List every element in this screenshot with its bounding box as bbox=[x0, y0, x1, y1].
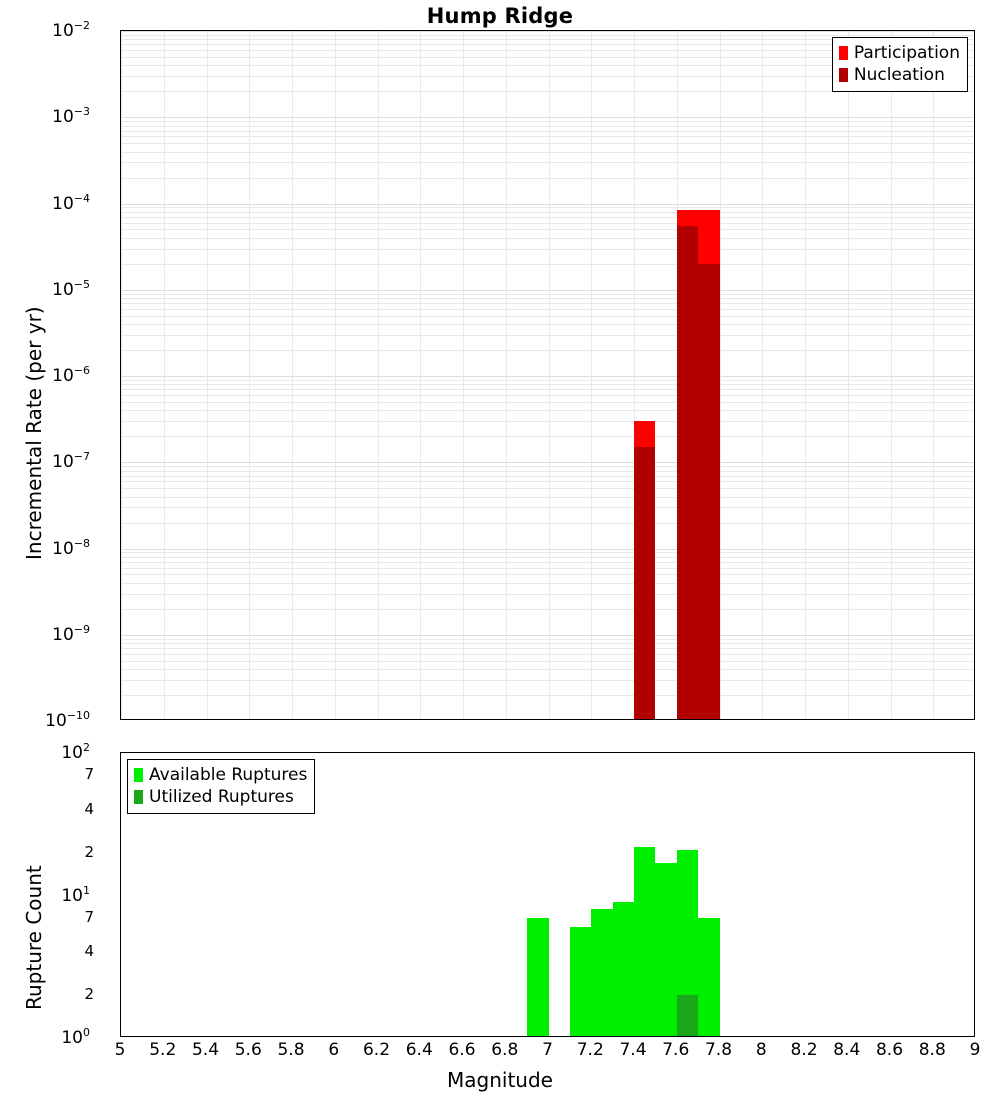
y-tick-minor-label: 2 bbox=[84, 842, 94, 861]
x-tick-label: 5 bbox=[114, 1040, 126, 1060]
gridline-vertical bbox=[335, 31, 336, 719]
gridline-vertical bbox=[207, 31, 208, 719]
gridline-vertical bbox=[378, 31, 379, 719]
top-y-axis-label: Incremental Rate (per yr) bbox=[22, 306, 46, 560]
y-tick-label: $10^{-9}$ bbox=[52, 622, 90, 645]
gridline-vertical bbox=[891, 31, 892, 719]
x-tick-label: 5.6 bbox=[234, 1040, 262, 1060]
x-tick-label: 6.4 bbox=[405, 1040, 433, 1060]
legend-item-utilized-ruptures bbox=[134, 786, 307, 808]
legend-label-available-ruptures: Available Ruptures bbox=[149, 765, 308, 785]
bottom-legend bbox=[127, 759, 315, 814]
x-tick-label: 8.4 bbox=[833, 1040, 861, 1060]
x-tick-label: 6.2 bbox=[362, 1040, 391, 1060]
rupture-count-plot bbox=[120, 752, 975, 1037]
x-tick-label: 9 bbox=[969, 1040, 981, 1060]
utilized-ruptures-color-swatch bbox=[134, 790, 143, 804]
x-tick-label: 7.8 bbox=[704, 1040, 733, 1060]
bottom-y-axis-label: Rupture Count bbox=[22, 865, 46, 1010]
x-tick-label: 6.8 bbox=[491, 1040, 519, 1060]
x-tick-label: 7.6 bbox=[662, 1040, 690, 1060]
legend-item-participation bbox=[839, 42, 960, 64]
gridline-vertical bbox=[249, 31, 250, 719]
y-tick-label: $10^{-2}$ bbox=[52, 19, 90, 41]
y-tick-label: $10^{-4}$ bbox=[52, 191, 90, 214]
legend-label-nucleation: Nucleation bbox=[853, 65, 945, 85]
gridline-vertical bbox=[121, 31, 122, 719]
legend-item-available-ruptures bbox=[134, 764, 307, 786]
x-tick-label: 8 bbox=[755, 1040, 767, 1060]
gridline-vertical bbox=[762, 31, 763, 719]
incremental-rate-plot bbox=[120, 30, 975, 720]
gridline-vertical bbox=[506, 31, 507, 719]
top-y-ticks bbox=[0, 19, 112, 731]
x-tick-label: 8.8 bbox=[918, 1040, 946, 1060]
bar-avail bbox=[655, 863, 676, 1037]
bar-avail bbox=[698, 918, 719, 1037]
y-tick-minor-label: 4 bbox=[84, 942, 94, 961]
page-title: Hump Ridge bbox=[426, 4, 574, 28]
gridline-vertical bbox=[805, 31, 806, 719]
x-tick-label: 5.8 bbox=[277, 1040, 305, 1060]
x-axis-label: Magnitude bbox=[447, 1068, 553, 1092]
participation-color-swatch bbox=[839, 46, 848, 60]
y-tick-minor-label: 7 bbox=[84, 907, 94, 926]
top-legend bbox=[832, 37, 968, 92]
y-tick-label: $10^{-7}$ bbox=[52, 450, 90, 473]
gridline-vertical bbox=[164, 31, 165, 719]
y-tick-label: $10^2$ bbox=[61, 741, 90, 763]
gridline-vertical bbox=[591, 31, 592, 719]
gridline-vertical bbox=[420, 31, 421, 719]
y-tick-label: $10^0$ bbox=[61, 1026, 90, 1048]
bar-nuc bbox=[634, 447, 655, 720]
gridline-vertical bbox=[848, 31, 849, 719]
x-tick-label: 7.4 bbox=[619, 1040, 647, 1060]
legend-item-nucleation bbox=[839, 64, 960, 86]
bar-avail bbox=[613, 902, 634, 1037]
nucleation-color-swatch bbox=[839, 68, 848, 82]
bar-util bbox=[677, 995, 698, 1037]
y-tick-label: $10^{-6}$ bbox=[52, 364, 90, 386]
bar-avail bbox=[591, 909, 612, 1037]
bottom-y-ticks bbox=[0, 741, 112, 1048]
x-tick-label: 8.6 bbox=[875, 1040, 904, 1060]
x-tick-label: 5.2 bbox=[149, 1040, 177, 1060]
x-tick-label: 7.2 bbox=[576, 1040, 604, 1060]
x-tick-label: 6 bbox=[328, 1040, 340, 1060]
y-tick-minor-label: 7 bbox=[84, 765, 94, 784]
gridline-vertical bbox=[463, 31, 464, 719]
bar-avail bbox=[634, 847, 655, 1037]
gridline-vertical bbox=[933, 31, 934, 719]
y-tick-label: $10^1$ bbox=[61, 883, 90, 906]
y-tick-minor-label: 4 bbox=[84, 799, 94, 818]
legend-label-participation: Participation bbox=[853, 43, 960, 63]
y-tick-label: $10^{-3}$ bbox=[52, 105, 90, 128]
bar-avail bbox=[527, 918, 548, 1037]
x-tick-label: 7 bbox=[542, 1040, 553, 1060]
legend-label-utilized-ruptures: Utilized Ruptures bbox=[149, 787, 294, 807]
x-tick-label: 6.6 bbox=[448, 1040, 476, 1060]
gridline-vertical bbox=[292, 31, 293, 719]
y-tick-label: $10^{-8}$ bbox=[52, 536, 90, 559]
gridline-vertical bbox=[549, 31, 550, 719]
x-tick-label: 8.2 bbox=[790, 1040, 818, 1060]
y-tick-label: $10^{-10}$ bbox=[45, 709, 90, 731]
gridline-vertical bbox=[720, 31, 721, 719]
bar-nuc bbox=[698, 264, 719, 720]
x-tick-label: 5.4 bbox=[191, 1040, 220, 1060]
bar-avail bbox=[570, 927, 591, 1037]
y-tick-minor-label: 2 bbox=[84, 985, 94, 1004]
available-ruptures-color-swatch bbox=[134, 768, 143, 782]
bar-nuc bbox=[677, 226, 698, 720]
y-tick-label: $10^{-5}$ bbox=[52, 277, 90, 300]
